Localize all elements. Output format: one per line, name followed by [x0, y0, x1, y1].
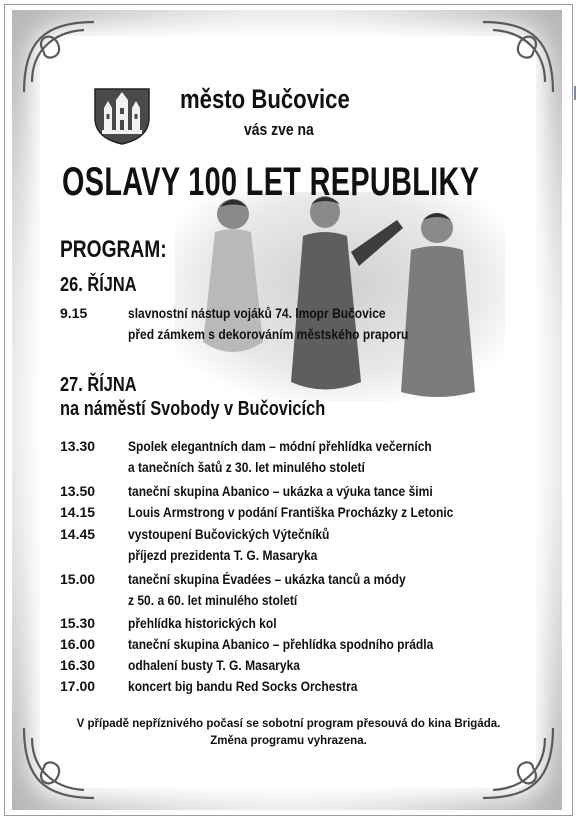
item-time: 16.00	[60, 636, 96, 652]
edge-mark	[574, 86, 576, 100]
item-description: Louis Armstrong v podání Františka Procházky z Letonic	[128, 504, 454, 520]
day-date: 26. ŘÍJNA	[60, 274, 137, 296]
item-description: Spolek elegantních dam – módní přehlídka večerních	[128, 438, 432, 454]
town-name: město Bučovice	[180, 84, 350, 114]
ornament-corner-icon	[14, 12, 104, 102]
item-description: taneční skupina Abanico – přehlídka spodního prádla	[128, 636, 434, 652]
item-description: taneční skupina Abanico – ukázka a výuka tance šimi	[128, 483, 433, 499]
item-time: 16.30	[60, 657, 96, 673]
program-heading: PROGRAM:	[60, 236, 167, 263]
item-description: vystoupení Bučovických Výtečníků	[128, 526, 330, 542]
ornament-corner-icon	[473, 718, 563, 808]
item-description: slavnostní nástup vojáků 74. lmopr Bučovice	[128, 305, 386, 321]
town-crest-icon	[92, 86, 152, 146]
weather-note: V případě nepříznivého počasí se sobotní program přesouvá do kina Brigáda.	[76, 718, 501, 730]
item-time: 15.30	[60, 615, 96, 631]
item-description: z 50. a 60. let minulého století	[128, 592, 298, 608]
item-description: před zámkem s dekorováním městského praporu	[128, 326, 409, 342]
item-description: taneční skupina Évadées – ukázka tanců a módy	[128, 571, 406, 587]
page-title: OSLAVY 100 LET REPUBLIKY	[62, 160, 480, 204]
ornament-corner-icon	[14, 718, 104, 808]
item-time: 13.50	[60, 483, 96, 499]
item-time: 13.30	[60, 438, 96, 454]
item-description: a tanečních šatů z 30. let minulého století	[128, 459, 365, 475]
item-description: odhalení busty T. G. Masaryka	[128, 657, 300, 673]
item-description: koncert big bandu Red Socks Orchestra	[128, 678, 358, 694]
day-date: 27. ŘÍJNA	[60, 374, 137, 396]
item-time: 9.15	[60, 305, 88, 321]
change-note: Změna programu vyhrazena.	[210, 735, 367, 747]
item-time: 14.15	[60, 504, 96, 520]
day-location: na náměstí Svobody v Bučovicích	[60, 398, 326, 420]
ornament-corner-icon	[473, 12, 563, 102]
item-description: příjezd prezidenta T. G. Masaryka	[128, 547, 318, 563]
dancers-photo	[175, 192, 505, 402]
item-description: přehlídka historických kol	[128, 615, 277, 631]
item-time: 15.00	[60, 571, 96, 587]
item-time: 17.00	[60, 678, 96, 694]
item-time: 14.45	[60, 526, 96, 542]
invitation-text: vás zve na	[244, 120, 314, 139]
